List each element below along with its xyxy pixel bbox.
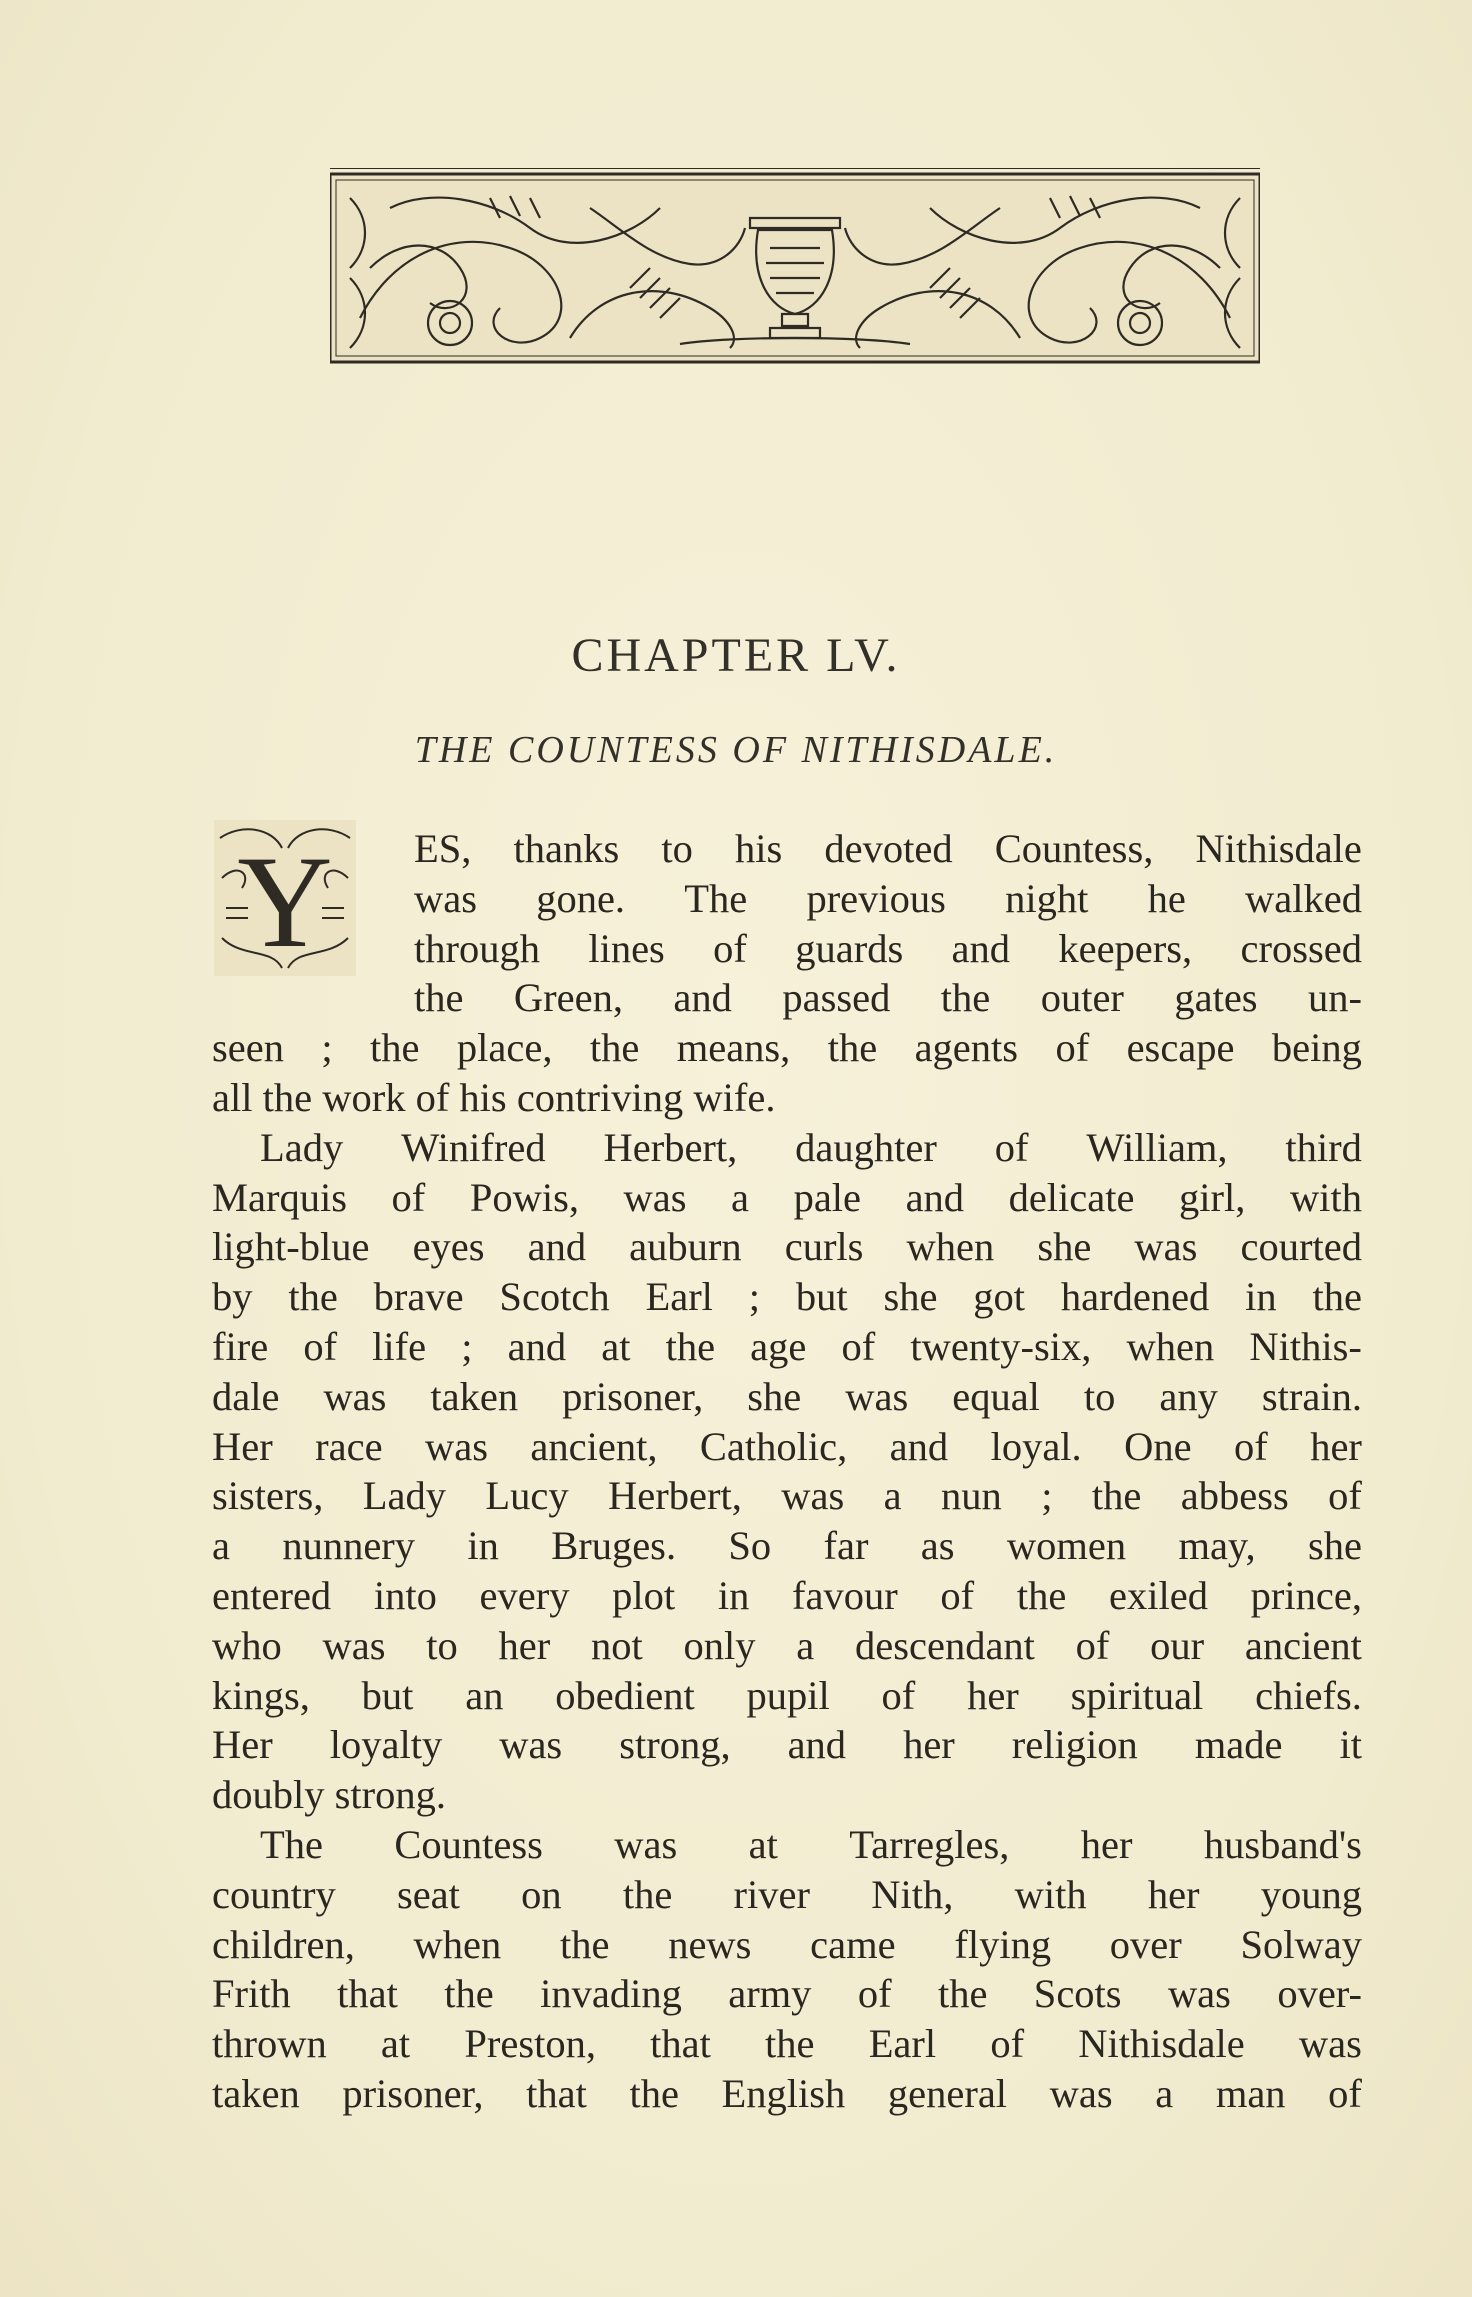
text-line: entered into every plot in favour of the exiled prince, bbox=[212, 1572, 1362, 1618]
chapter-heading: CHAPTER LV. bbox=[571, 629, 901, 682]
text-line: Marquis of Powis, was a pale and delicate girl, with bbox=[212, 1174, 1362, 1220]
text-line: a nunnery in Bruges. So far as women may, she bbox=[212, 1523, 1362, 1569]
text-line: seen ; the place, the means, the agents of escape being bbox=[212, 1025, 1362, 1071]
text-line: kings, but an obedient pupil of her spiritual chiefs. bbox=[212, 1672, 1362, 1718]
decorative-headpiece bbox=[330, 168, 1260, 364]
text-line: The Countess was at Tarregles, her husband's bbox=[260, 1821, 1362, 1867]
text-line: Her loyalty was strong, and her religion made it bbox=[212, 1722, 1362, 1768]
text-line: through lines of guards and keepers, crossed bbox=[414, 925, 1362, 971]
text-line: by the brave Scotch Earl ; but she got hardened in the bbox=[212, 1274, 1362, 1320]
text-line: sisters, Lady Lucy Herbert, was a nun ; the abbess of bbox=[212, 1473, 1362, 1519]
text-line: who was to her not only a descendant of our ancient bbox=[212, 1622, 1362, 1668]
text-line: doubly strong. bbox=[212, 1772, 447, 1818]
text-line: all the work of his contriving wife. bbox=[212, 1074, 776, 1120]
text-line: dale was taken prisoner, she was equal to any strain. bbox=[212, 1373, 1362, 1419]
text-line: thrown at Preston, that the Earl of Nithisdale was bbox=[212, 2021, 1362, 2067]
text-line: country seat on the river Nith, with her young bbox=[212, 1871, 1362, 1917]
chapter-subtitle: THE COUNTESS OF NITHISDALE. bbox=[414, 729, 1058, 771]
text-line: Her race was ancient, Catholic, and loyal. One of her bbox=[212, 1423, 1362, 1469]
text-line: Lady Winifred Herbert, daughter of William, third bbox=[260, 1124, 1362, 1170]
text-line: was gone. The previous night he walked bbox=[414, 875, 1362, 921]
body-text bbox=[212, 824, 1362, 2119]
text-line: the Green, and passed the outer gates un- bbox=[414, 975, 1362, 1021]
text-line: light-blue eyes and auburn curls when she was courted bbox=[212, 1224, 1362, 1270]
text-line: fire of life ; and at the age of twenty-six, when Nithis- bbox=[212, 1323, 1362, 1369]
text-line: taken prisoner, that the English general was a man of bbox=[212, 2070, 1362, 2116]
text-line: children, when the news came flying over Solway bbox=[212, 1921, 1362, 1967]
text-line: Frith that the invading army of the Scots was over- bbox=[212, 1971, 1362, 2017]
text-line: ES, thanks to his devoted Countess, Nithisdale bbox=[414, 826, 1362, 871]
svg-text:Y: Y bbox=[237, 828, 333, 975]
